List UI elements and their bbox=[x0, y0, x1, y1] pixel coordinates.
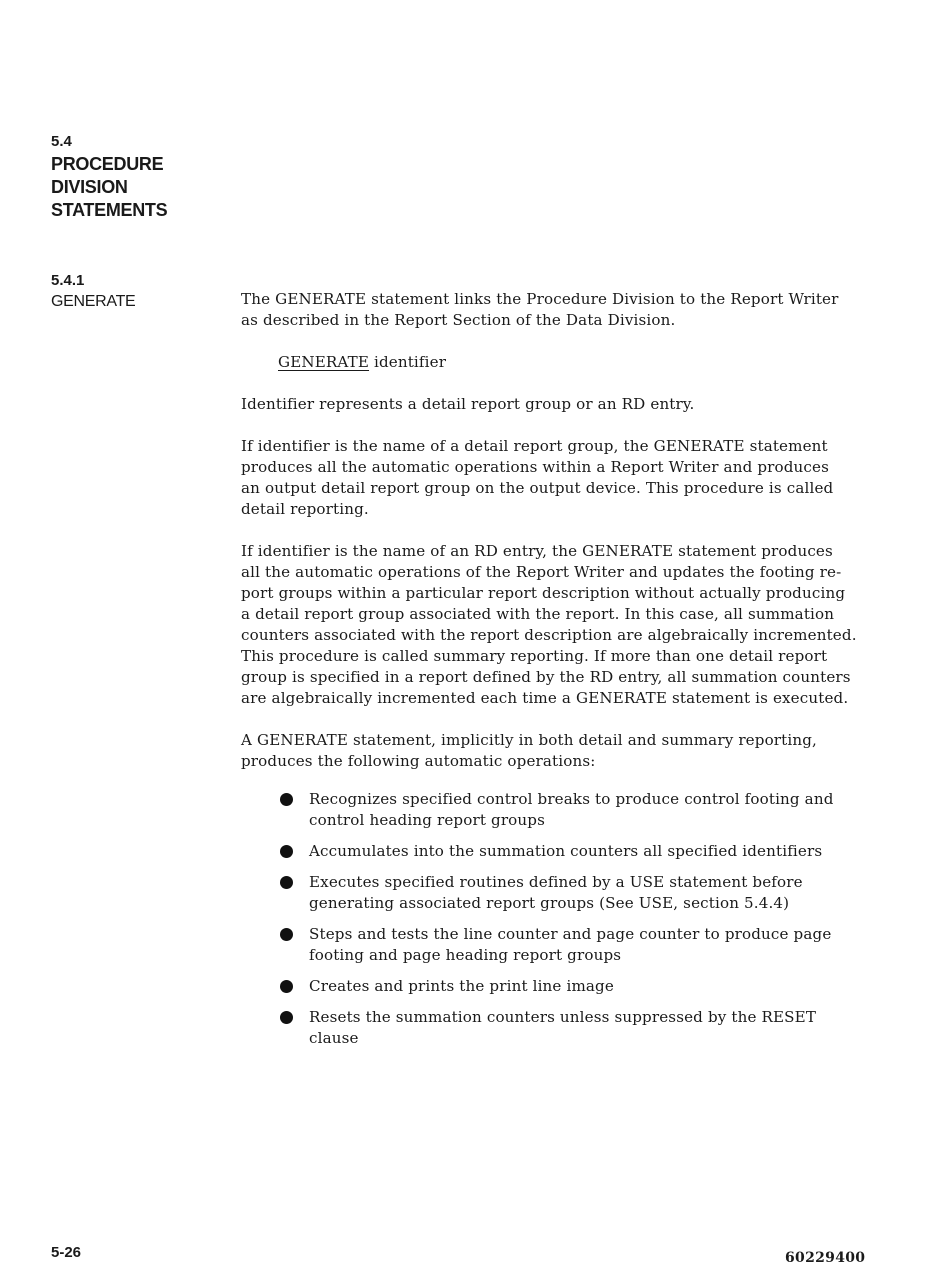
text-line: counters associated with the report description are algebraically incremented. bbox=[241, 626, 857, 644]
text-line: If identifier is the name of a detail report group, the GENERATE statement bbox=[241, 437, 828, 455]
text-line: are algebraically incremented each time a GENERATE statement is executed. bbox=[241, 689, 849, 707]
text-line: Executes specified routines defined by a USE statement before bbox=[309, 873, 803, 891]
text-line: generating associated report groups (See USE, section 5.4.4) bbox=[309, 894, 790, 912]
list-item bbox=[241, 841, 891, 862]
bullet-icon bbox=[280, 876, 293, 889]
text-line: Identifier represents a detail report group or an RD entry. bbox=[241, 395, 695, 413]
list-item bbox=[241, 924, 891, 966]
text-line: group is specified in a report defined by the RD entry, all summation counters bbox=[241, 668, 851, 686]
bullet-icon bbox=[280, 845, 293, 858]
subsection-number: 5.4.1 bbox=[51, 272, 85, 289]
text-line: If identifier is the name of an RD entry, the GENERATE statement produces bbox=[241, 542, 833, 560]
document-number: 60229400 bbox=[785, 1250, 866, 1266]
text-line: clause bbox=[309, 1029, 359, 1047]
list-item bbox=[241, 789, 891, 831]
intro-paragraph bbox=[241, 289, 891, 331]
text-line: as described in the Report Section of the Data Division. bbox=[241, 311, 676, 329]
text-line: an output detail report group on the output device. This procedure is called bbox=[241, 479, 834, 497]
section-number: 5.4 bbox=[51, 133, 72, 150]
section-title-line: PROCEDURE bbox=[51, 154, 164, 174]
text-line: a detail report group associated with the report. In this case, all summation bbox=[241, 605, 835, 623]
text-line: Recognizes specified control breaks to produce control footing and bbox=[309, 790, 834, 808]
text-line: produces all the automatic operations within a Report Writer and produces bbox=[241, 458, 830, 476]
syntax-format bbox=[241, 352, 891, 373]
operations-intro-paragraph bbox=[241, 730, 891, 772]
text-line: detail reporting. bbox=[241, 500, 369, 518]
subsection-title: GENERATE bbox=[51, 293, 136, 310]
body-text bbox=[241, 289, 891, 1059]
text-line: port groups within a particular report description without actually producing bbox=[241, 584, 846, 602]
bullet-icon bbox=[280, 793, 293, 806]
text-line: The GENERATE statement links the Procedure Division to the Report Writer bbox=[241, 290, 839, 308]
detail-reporting-paragraph bbox=[241, 436, 891, 520]
text-line: footing and page heading report groups bbox=[309, 946, 622, 964]
syntax-operand: identifier bbox=[369, 353, 447, 371]
summary-reporting-paragraph bbox=[241, 541, 891, 709]
bullet-icon bbox=[280, 980, 293, 993]
text-line: Accumulates into the summation counters all specified identifiers bbox=[309, 842, 823, 860]
section-heading bbox=[51, 130, 167, 222]
text-line: Creates and prints the print line image bbox=[309, 977, 614, 995]
text-line: Resets the summation counters unless suppressed by the RESET bbox=[309, 1008, 817, 1026]
syntax-keyword: GENERATE bbox=[278, 353, 370, 371]
bullet-icon bbox=[280, 928, 293, 941]
text-line: produces the following automatic operations: bbox=[241, 752, 596, 770]
bullet-icon bbox=[280, 1011, 293, 1024]
text-line: all the automatic operations of the Report Writer and updates the footing re- bbox=[241, 563, 842, 581]
page-number: 5-26 bbox=[51, 1244, 82, 1261]
text-line: This procedure is called summary reporting. If more than one detail report bbox=[241, 647, 828, 665]
list-item bbox=[241, 1007, 891, 1049]
subsection-heading bbox=[51, 270, 135, 312]
text-line: A GENERATE statement, implicitly in both detail and summary reporting, bbox=[241, 731, 817, 749]
text-line: Steps and tests the line counter and page counter to produce page bbox=[309, 925, 832, 943]
text-line: control heading report groups bbox=[309, 811, 545, 829]
section-title-line: DIVISION bbox=[51, 177, 128, 197]
list-item bbox=[241, 872, 891, 914]
operations-list bbox=[241, 789, 891, 1049]
section-title-line: STATEMENTS bbox=[51, 200, 168, 220]
list-item bbox=[241, 976, 891, 997]
identifier-paragraph bbox=[241, 394, 891, 415]
